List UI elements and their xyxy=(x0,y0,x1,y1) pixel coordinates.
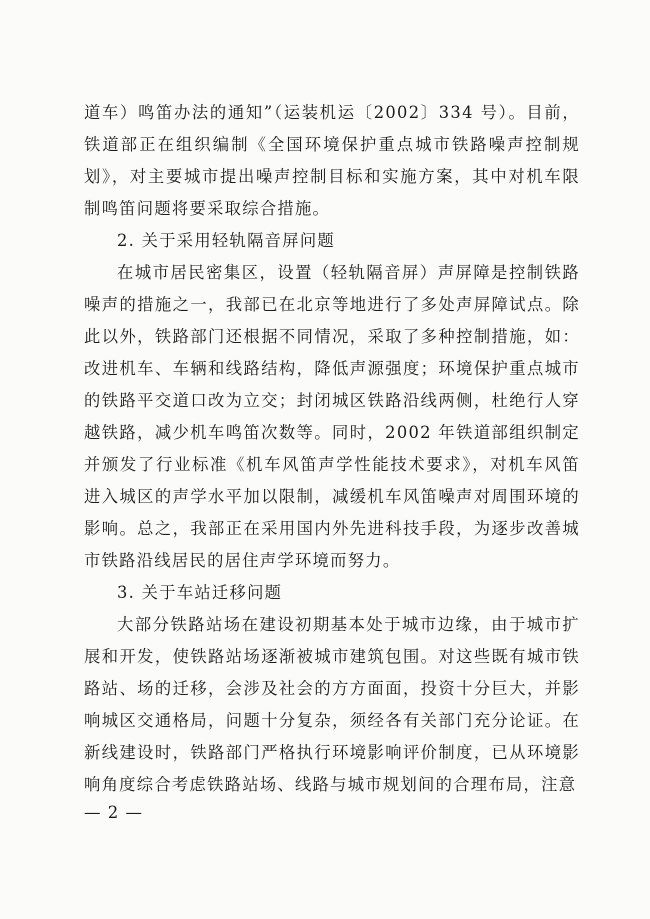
paragraph-station-relocation: 大部分铁路站场在建设初期基本处于城市边缘，由于城市扩展和开发，使铁路站场逐渐被城市建筑包围。对这些既有城市铁路站、场的迁移，会涉及社会的方方面面，投资十分巨大，并影响城区交通格局，问题十分复杂，须经各有关部门充分论证。在新线建设时，铁路部门严格执行环境影响评价制度，已从环境影响角度综合考虑铁路站场、线路与城市规划间的合理布局，注意 xyxy=(84,615,580,794)
paragraph-continuation: 道车）鸣笛办法的通知”（运装机运〔2002〕334 号）。目前，铁道部正在组织编制《全国环境保护重点城市铁路噪声控制规划》，对主要城市提出噪声控制目标和实施方案，其中对机车限制鸣笛问题将要采取综合措施。 xyxy=(84,103,580,218)
page-number: — 2 — xyxy=(84,803,143,822)
section-heading-2: 2. 关于采用轻轨隔音屏问题 xyxy=(117,231,336,250)
section-heading-3: 3. 关于车站迁移问题 xyxy=(117,583,283,602)
paragraph-sound-barrier: 在城市居民密集区，设置（轻轨隔音屏）声屏障是控制铁路噪声的措施之一，我部已在北京等地进行了多处声屏障试点。除此以外，铁路部门还根据不同情况，采取了多种控制措施，如：改进机车、车辆和线路结构，降低声源强度；环境保护重点城市的铁路平交道口改为立交；封闭城区铁路沿线两侧，杜绝行人穿越铁路，减少机车鸣笛次数等。同时，2002 年铁道部组织制定并颁发了行业标准《机车风笛声学性能技术要求》，对机车风笛进入城区的声学水平加以限制，减缓机车风笛噪声对周围环境的影响。总之，我部正在采用国内外先进科技手段，为逐步改善城市铁路沿线居民的居住声学环境而努力。 xyxy=(84,263,580,570)
